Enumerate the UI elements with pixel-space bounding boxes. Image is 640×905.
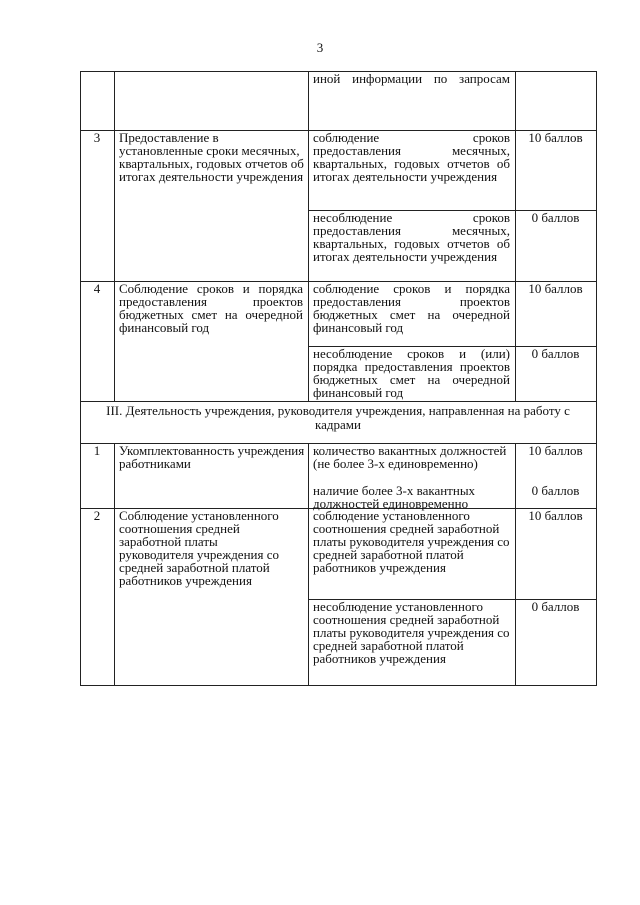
score-cell: 10 баллов: [528, 130, 583, 145]
indicator-cell: Соблюдение сроков и порядка предоставления проектов бюджетных смет на очередной финансовый год: [119, 281, 303, 335]
grid-line: [80, 685, 596, 686]
grid-line: [308, 71, 309, 402]
grid-line: [80, 71, 81, 686]
criterion-cell: иной информации по запросам: [313, 71, 510, 86]
criterion-cell: соблюдение установленного соотношения средней заработной платы руководителя учреждения со средней заработной платой работников учреждения: [313, 508, 510, 575]
grid-line: [80, 401, 596, 402]
score-cell: 10 баллов: [528, 281, 583, 296]
row-number: 3: [93, 130, 101, 145]
score-cell: 0 баллов: [531, 483, 580, 498]
criterion-cell: количество вакантных должностей (не более 3-х единовременно): [313, 443, 507, 471]
score-cell: 0 баллов: [531, 346, 580, 361]
score-cell: 0 баллов: [531, 599, 580, 614]
criterion-cell: наличие более 3-х вакантных должностей единовременно: [313, 483, 476, 511]
row-number: 4: [93, 281, 101, 296]
score-cell: 10 баллов: [528, 443, 583, 458]
criterion-cell: соблюдение сроков предоставления месячных, квартальных, годовых отчетов об итогах деятельности учреждения: [313, 130, 510, 184]
grid-line: [596, 71, 597, 686]
score-cell: 10 баллов: [528, 508, 583, 523]
criterion-cell: несоблюдение сроков и (или) порядка предоставления проектов бюджетных смет на очередной финансовый год: [313, 346, 510, 400]
grid-line: [114, 71, 115, 402]
grid-line: [515, 443, 516, 686]
indicator-cell: Соблюдение установленного соотношения средней заработной платы руководителя учреждения со средней заработной платой работников учреждения: [119, 508, 279, 588]
criterion-cell: соблюдение сроков и порядка предоставления проектов бюджетных смет на очередной финансовый год: [313, 281, 510, 335]
grid-line: [114, 443, 115, 686]
criterion-cell: несоблюдение сроков предоставления месячных, квартальных, годовых отчетов об итогах деятельности учреждения: [313, 210, 510, 264]
indicator-cell: Предоставление в установленные сроки месячных, квартальных, годовых отчетов об итогах деятельности учреждения: [119, 130, 304, 184]
criterion-cell: несоблюдение установленного соотношения средней заработной платы руководителя учреждения со средней заработной платой работников учреждения: [313, 599, 510, 666]
score-cell: 0 баллов: [531, 210, 580, 225]
row-number: 2: [93, 508, 101, 523]
page-number: 3: [316, 40, 324, 55]
grid-line: [308, 443, 309, 686]
indicator-cell: Укомплектованность учреждения работниками: [119, 443, 305, 471]
row-number: 1: [93, 443, 101, 458]
section-heading: III. Деятельность учреждения, руководителя учреждения, направленная на работу с кадрами: [106, 403, 570, 432]
